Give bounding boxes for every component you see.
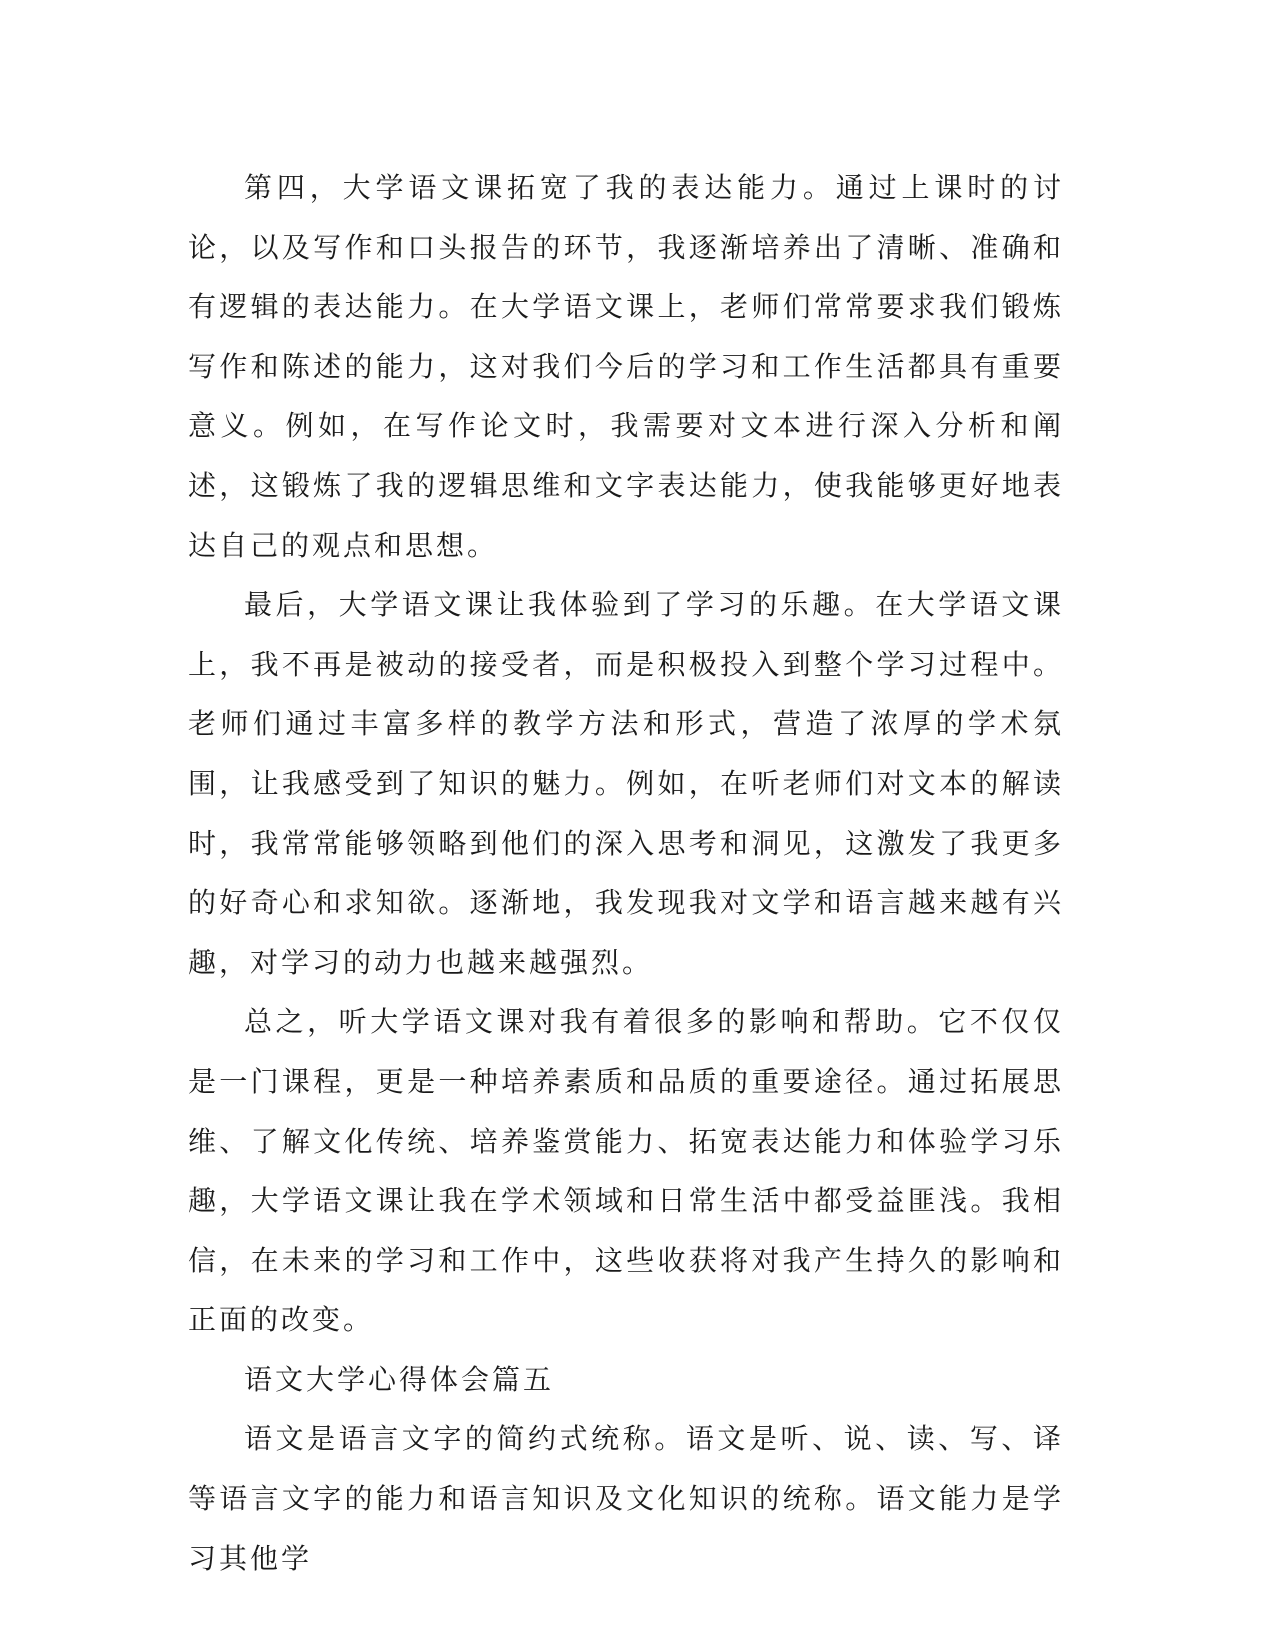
section-heading: 语文大学心得体会篇五: [244, 1362, 555, 1396]
paragraph-conclusion: 总之，听大学语文课对我有着很多的影响和帮助。它不仅仅是一门课程，更是一种培养素质和品质的重要途径。通过拓展思维、了解文化传统、培养鉴赏能力、拓宽表达能力和体验学习乐趣，大学语文课让我在学术领域和日常生活中都受益匪浅。我相信，在未来的学习和工作中，这些收获将对我产生持久的影响和正面的改变。: [188, 1005, 1064, 1337]
paragraph-learning-joy: 最后，大学语文课让我体验到了学习的乐趣。在大学语文课上，我不再是被动的接受者，而是积极投入到整个学习过程中。老师们通过丰富多样的教学方法和形式，营造了浓厚的学术氛围，让我感受到了知识的魅力。例如，在听老师们对文本的解读时，我常常能够领略到他们的深入思考和洞见，这激发了我更多的好奇心和求知欲。逐渐地，我发现我对文学和语言越来越有兴趣，对学习的动力也越来越强烈。: [188, 588, 1064, 979]
document-body: [188, 158, 1064, 1588]
paragraph-expression-ability: 第四，大学语文课拓宽了我的表达能力。通过上课时的讨论，以及写作和口头报告的环节，我逐渐培养出了清晰、准确和有逻辑的表达能力。在大学语文课上，老师们常常要求我们锻炼写作和陈述的能力，这对我们今后的学习和工作生活都具有重要意义。例如，在写作论文时，我需要对文本进行深入分析和阐述，这锻炼了我的逻辑思维和文字表达能力，使我能够更好地表达自己的观点和思想。: [188, 171, 1064, 562]
paragraph-chinese-definition: 语文是语言文字的简约式统称。语文是听、说、读、写、译等语言文字的能力和语言知识及文化知识的统称。语文能力是学习其他学: [188, 1422, 1064, 1575]
